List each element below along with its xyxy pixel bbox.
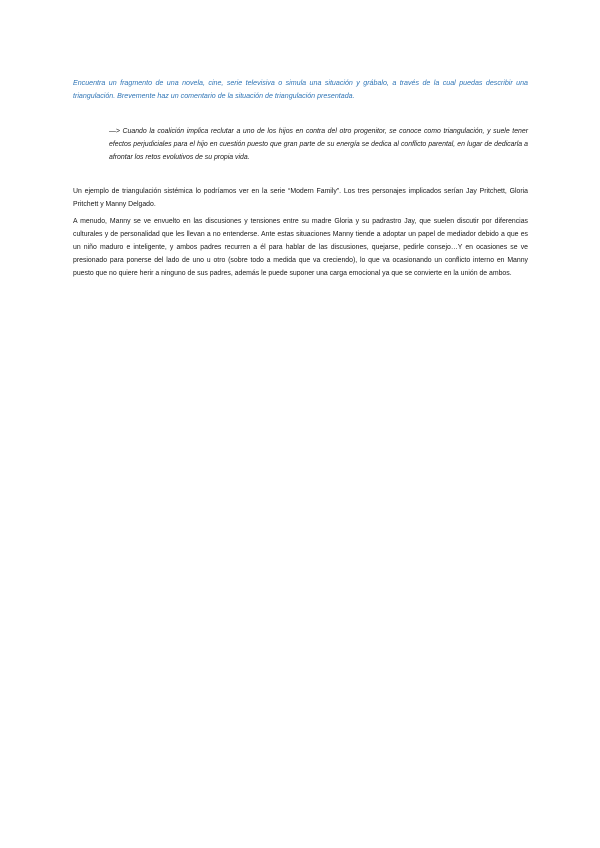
example-intro-paragraph: Un ejemplo de triangulación sistémica lo podríamos ver en la serie “Modern Family”. Los tres personajes implicados serían Jay Pritchett, Gloria Pritchett y Manny Delgado. (73, 188, 528, 208)
assignment-prompt: Encuentra un fragmento de una novela, cine, serie televisiva o simula una situación y grábalo, a través de la cual puedas describir una triangulación. Brevemente haz un comentario de la situación de triangulación presentada. (73, 79, 528, 100)
definition-quote: —> Cuando la coalición implica reclutar a uno de los hijos en contra del otro progenitor, se conoce como triangulación, y suele tener efectos perjudiciales para el hijo en cuestión puesto que gran parte de su energía se dedica al conflicto parental, en lugar de dedicarla a afrontar los retos evolutivos de su propia vida. (109, 128, 528, 161)
example-analysis-paragraph: A menudo, Manny se ve envuelto en las discusiones y tensiones entre su madre Gloria y su padrastro Jay, que suelen discutir por diferencias culturales y de personalidad que les llevan a no entenderse. Ante estas situaciones Manny tiende a adoptar un papel de mediador debido a que es un niño maduro e inteligente, y ambos padres recurren a él para hablar de las discusiones, quejarse, pedirle consejo…Y en ocasiones se ve presionado para ponerse del lado de uno u otro (sobre todo a medida que va creciendo), lo que va ocasionando un conflicto interno en Manny puesto que no quiere herir a ninguno de sus padres, además le puede suponer una carga emocional ya que se convierte en la unión de ambos. (73, 218, 528, 277)
